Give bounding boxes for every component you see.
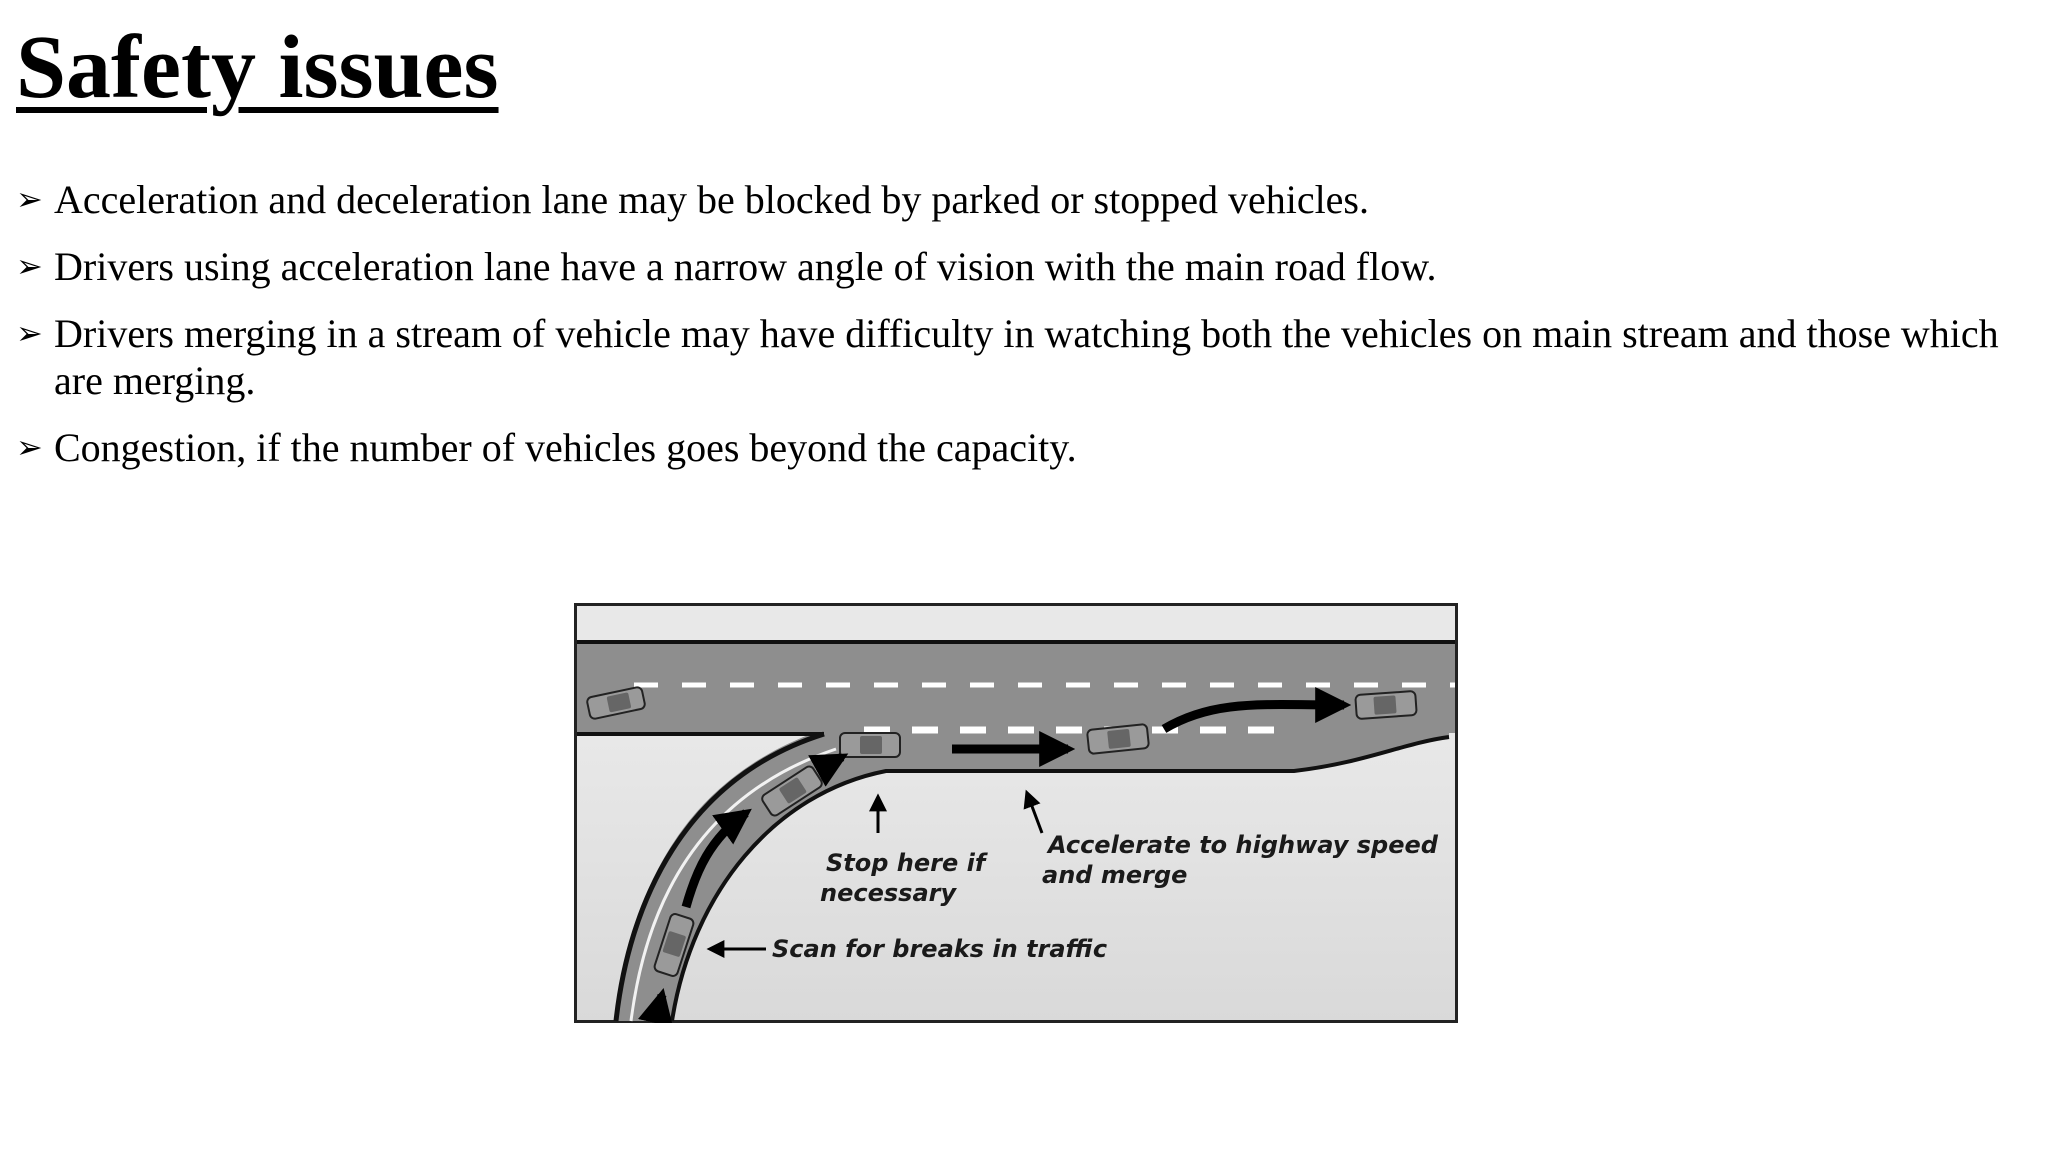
bullet-list <box>16 176 2036 491</box>
bullet-item <box>16 424 2036 471</box>
label-stop-line2: necessary <box>820 879 957 907</box>
bullet-text: Drivers using acceleration lane have a narrow angle of vision with the main road flow. <box>54 244 1437 289</box>
bullet-text: Drivers merging in a stream of vehicle may have difficulty in watching both the vehicles on main stream and those which are merging. <box>54 311 1999 403</box>
arrowhead-bullet-icon: ➢ <box>16 314 43 352</box>
arrowhead-bullet-icon: ➢ <box>16 180 43 218</box>
bullet-item <box>16 243 2036 290</box>
bullet-item <box>16 176 2036 223</box>
label-scan: Scan for breaks in traffic <box>772 935 1108 963</box>
arrowhead-bullet-icon: ➢ <box>16 247 43 285</box>
label-stop-line1: Stop here if <box>826 849 986 877</box>
car-stopped <box>840 733 900 757</box>
page-title: Safety issues <box>16 18 499 117</box>
arrowhead-bullet-icon: ➢ <box>16 428 43 466</box>
bullet-text: Congestion, if the number of vehicles goes beyond the capacity. <box>54 425 1077 470</box>
top-verge <box>577 606 1455 642</box>
label-accelerate-line2: and merge <box>1042 861 1188 889</box>
car-highway-right <box>1355 691 1417 719</box>
merge-lane-diagram <box>574 603 1458 1023</box>
arrow-ramp-entry <box>656 995 662 1021</box>
bullet-text: Acceleration and deceleration lane may be blocked by parked or stopped vehicles. <box>54 177 1369 222</box>
label-accelerate-line1: Accelerate to highway speed <box>1048 831 1438 859</box>
bullet-item <box>16 310 2036 404</box>
car-accel-lane <box>1087 724 1149 754</box>
